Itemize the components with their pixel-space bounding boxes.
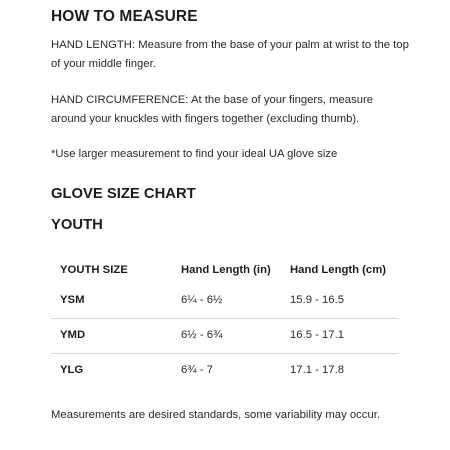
table-row — [51, 354, 398, 388]
length-in-cell: 6¼ - 6½ — [181, 294, 223, 306]
how-to-measure-heading: HOW TO MEASURE — [51, 8, 198, 25]
youth-heading: YOUTH — [51, 217, 103, 233]
disclaimer-text: Measurements are desired standards, some variability may occur. — [51, 409, 381, 421]
table-row — [51, 319, 398, 354]
size-cell: YMD — [60, 329, 86, 341]
length-in-cell: 6¾ - 7 — [181, 364, 214, 376]
size-cell: YLG — [60, 364, 84, 376]
measurement-note: *Use larger measurement to find your ideal UA glove size — [51, 148, 338, 160]
size-cell: YSM — [60, 294, 85, 306]
length-cm-cell: 15.9 - 16.5 — [290, 294, 345, 306]
glove-size-chart-heading: GLOVE SIZE CHART — [51, 186, 196, 202]
size-table — [51, 256, 398, 388]
column-header-length-cm: Hand Length (cm) — [290, 264, 387, 276]
length-cm-cell: 16.5 - 17.1 — [290, 329, 345, 341]
length-cm-cell: 17.1 - 17.8 — [290, 364, 345, 376]
hand-circumference-instructions: HAND CIRCUMFERENCE: At the base of your fingers, measure around your knuckles with fingers together (excluding thumb). — [51, 94, 374, 125]
column-header-length-in: Hand Length (in) — [181, 264, 271, 276]
column-header-size: YOUTH SIZE — [60, 264, 128, 276]
table-row — [51, 284, 398, 319]
length-in-cell: 6½ - 6¾ — [181, 329, 223, 341]
table-header-row — [51, 256, 398, 284]
hand-length-instructions: HAND LENGTH: Measure from the base of your palm at wrist to the top of your middle finger. — [51, 39, 409, 70]
